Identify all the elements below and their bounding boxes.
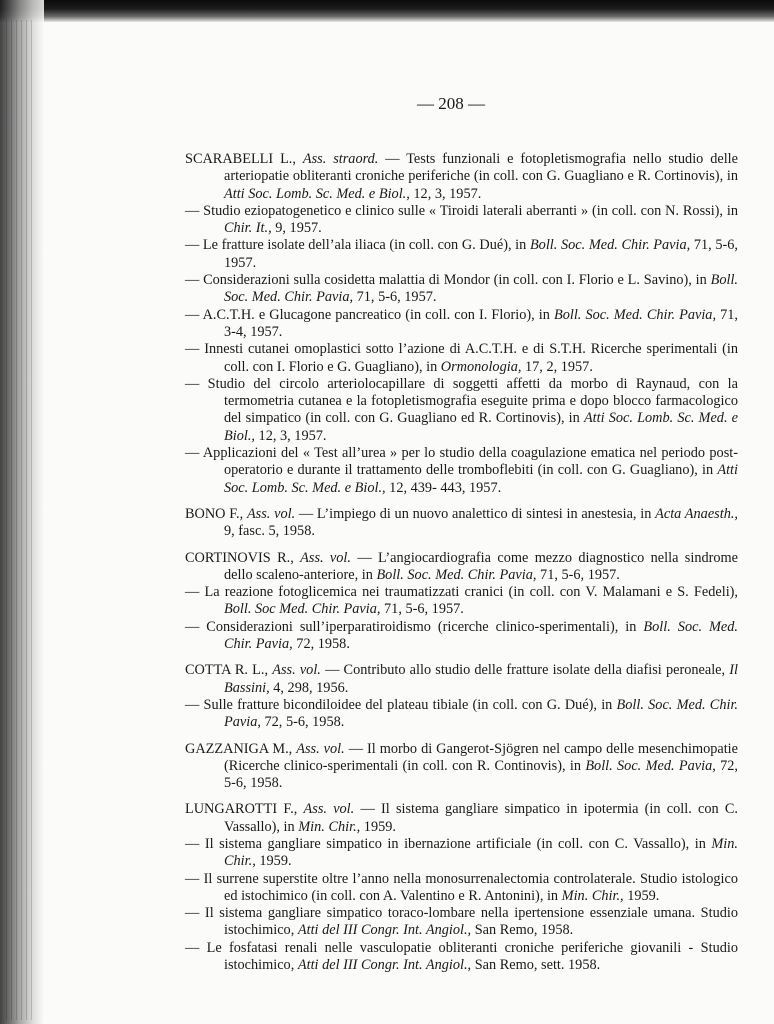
entry-text: 72, 5-6, 1958. xyxy=(224,757,738,792)
entry-text: — Il sistema gangliare simpatico in ipotermia (in coll. con C. Vassallo), in xyxy=(224,801,738,835)
bibliography-entry xyxy=(185,871,738,906)
bibliography-entry xyxy=(185,151,738,203)
scan-binding-texture xyxy=(6,20,36,1020)
journal-title: Boll. Soc. Med. Chir. Pavia, xyxy=(376,566,537,583)
entry-text: — Applicazioni del « Test all’urea » per lo studio della coagulazione ematica nel periodo post-operatorio e durante il trattamento delle tromboflebiti (in coll. con G. Guagliano), in xyxy=(185,445,738,479)
author-group xyxy=(185,550,738,654)
entry-text: 9, 1957. xyxy=(271,220,322,237)
entry-text: 71, 3-4, 1957. xyxy=(224,306,738,340)
journal-title: Atti del III Congr. Int. Angiol., xyxy=(297,922,472,939)
entry-text: — Tests funzionali e fotopletismografia nello studio delle arteriopatie obliteranti croniche periferiche (in coll. con G. Guagliano e R. Cortinovis), in xyxy=(224,151,739,185)
author-group xyxy=(185,151,738,497)
author-group xyxy=(185,741,738,793)
author-group xyxy=(185,801,738,974)
entry-text: — Studio eziopatogenetico e clinico sulle « Tiroidi laterali aberranti » (in coll. con N. Rossi), in xyxy=(185,202,738,219)
entry-text: 12, 3, 1957. xyxy=(254,427,327,444)
entry-text: 9, fasc. 5, 1958. xyxy=(224,523,315,540)
scan-top-edge xyxy=(0,0,774,22)
entry-text: — A.C.T.H. e Glucagone pancreatico (in coll. con I. Florio), in xyxy=(185,306,554,323)
entry-text: CORTINOVIS R., xyxy=(185,549,301,566)
entry-text: 17, 2, 1957. xyxy=(521,358,593,375)
journal-title: Min. Chir., xyxy=(561,887,624,904)
entry-text: 1959. xyxy=(623,887,660,904)
bibliography-entry xyxy=(185,940,738,975)
entry-text: 1959. xyxy=(255,853,292,870)
entry-text: San Remo, sett. 1958. xyxy=(471,957,601,974)
entry-text: — Considerazioni sulla cosidetta malattia di Mondor (in coll. con I. Florio e L. Savino), in xyxy=(185,272,711,289)
bibliography-entry xyxy=(185,801,738,836)
entry-text: — Il surrene superstite oltre l’anno nella monosurrenalectomia controlaterale. Studio istologico ed istochimico (in coll. con A. Valentino e R. Antonini), in xyxy=(185,870,738,904)
entry-text: 72, 5-6, 1958. xyxy=(260,714,345,731)
entry-text: — Contributo allo studio delle fratture isolate della diafisi peroneale, xyxy=(320,662,730,679)
entry-text: — Il sistema gangliare simpatico toraco-lombare nella ipertensione essenziale umana. Studio istochimico, xyxy=(185,905,738,939)
journal-title: Il Bassini, xyxy=(224,662,738,696)
journal-title: Ormonologia, xyxy=(440,358,522,375)
entry-text: BONO F., xyxy=(185,505,247,522)
journal-title: Ass. straord. xyxy=(302,151,379,167)
bibliography-entry xyxy=(185,445,738,497)
entry-text: 12, 3, 1957. xyxy=(409,185,482,202)
journal-title: Ass. vol. xyxy=(303,801,355,818)
bibliography-entry xyxy=(185,307,738,342)
bibliography-entry xyxy=(185,272,738,307)
bibliography-entry xyxy=(185,584,738,619)
entry-text: LUNGAROTTI F., xyxy=(185,801,304,818)
bibliography-entry xyxy=(185,619,738,654)
entry-text: — Studio del circolo arteriolocapillare di soggetti affetti da morbo di Raynaud, con la termometria cutanea e la fotopletismografia eseguite prima e dopo blocco farmacologico del simpatico (in coll. con G. Guagliano ed R. Cortinovis), in xyxy=(185,375,738,427)
entry-text: — Il sistema gangliare simpatico in ibernazione artificiale (in coll. con C. Vassallo), in xyxy=(185,835,712,852)
entry-text: — Sulle fratture bicondiloidee del plateau tibiale (in coll. con G. Dué), in xyxy=(185,696,617,713)
journal-title: Boll. Soc. Med. Pavia, xyxy=(585,757,716,774)
journal-title: Boll. Soc. Med. Chir. Pavia, xyxy=(224,618,738,653)
author-group xyxy=(185,662,738,731)
journal-title: Boll. Soc Med. Chir. Pavia, xyxy=(224,601,381,618)
entry-text: — L’angiocardiografia come mezzo diagnostico nella sindrome dello scaleno-anteriore, in xyxy=(224,549,738,583)
entry-text: — Considerazioni sull’iperparatiroidismo (ricerche clinico-sperimentali), in xyxy=(185,618,644,635)
journal-title: Ass. vol. xyxy=(272,662,321,679)
entry-text: 71, 5-6, 1957. xyxy=(224,237,738,271)
journal-title: Boll. Soc. Med. Chir. Pavia, xyxy=(224,696,738,731)
entry-text: 1959. xyxy=(360,818,396,835)
entry-text: 71, 5-6, 1957. xyxy=(536,566,620,583)
entry-text: — La reazione fotoglicemica nei traumatizzati cranici (in coll. con V. Malamani e S. Fedeli), xyxy=(185,584,738,601)
entry-text: San Remo, 1958. xyxy=(471,922,574,939)
journal-title: Boll. Soc. Med. Chir. Pavia, xyxy=(224,272,738,306)
entry-text: COTTA R. L., xyxy=(185,662,273,679)
bibliography-entry xyxy=(185,905,738,940)
entry-text: — Innesti cutanei omoplastici sotto l’azione di A.C.T.H. e di S.T.H. Ricerche sperimentali (in coll. con I. Florio e G. Guagliano), in xyxy=(185,341,738,375)
bibliography-list xyxy=(185,151,738,983)
journal-title: Boll. Soc. Med. Chir. Pavia, xyxy=(529,237,691,254)
entry-text: — L’impiego di un nuovo analettico di sintesi in anestesia, in xyxy=(295,505,656,522)
page-number: — 208 — xyxy=(417,94,485,113)
journal-title: Acta Anaesth., xyxy=(655,505,738,522)
journal-title: Ass. vol. xyxy=(296,740,345,757)
bibliography-entry xyxy=(185,376,738,445)
journal-title: Atti Soc. Lomb. Sc. Med. e Biol., xyxy=(224,410,739,444)
journal-title: Min. Chir., xyxy=(298,818,361,835)
journal-title: Boll. Soc. Med. Chir. Pavia, xyxy=(553,306,717,323)
bibliography-entry xyxy=(185,203,738,238)
bibliography-entry xyxy=(185,662,738,697)
bibliography-entry xyxy=(185,341,738,376)
journal-title: Atti del III Congr. Int. Angiol., xyxy=(297,957,472,974)
author-group xyxy=(185,506,738,541)
entry-text: GAZZANIGA M., xyxy=(185,740,297,757)
entry-text: — Le fosfatasi renali nelle vasculopatie obliteranti croniche periferiche giovanili - Studio istochimico, xyxy=(185,939,738,974)
entry-text: — Le fratture isolate dell’ala iliaca (in coll. con G. Dué), in xyxy=(185,237,530,254)
entry-text: 71, 5-6, 1957. xyxy=(353,289,437,306)
entry-text: — Il morbo di Gangerot-Sjögren nel campo delle mesenchimopatie (Ricerche clinico-sperimentali (in coll. con R. Continovis), in xyxy=(224,740,738,774)
entry-text: 71, 5-6, 1957. xyxy=(380,601,464,618)
bibliography-entry xyxy=(185,550,738,585)
journal-title: Ass. vol. xyxy=(246,505,296,522)
journal-title: Atti Soc. Lomb. Sc. Med. e Biol., xyxy=(224,185,410,202)
entry-text: 72, 1958. xyxy=(292,636,350,653)
entry-text: 12, 439- 443, 1957. xyxy=(385,479,502,496)
journal-title: Atti Soc. Lomb. Sc. Med. e Biol., xyxy=(224,462,738,496)
journal-title: Chir. It., xyxy=(224,220,272,237)
bibliography-entry xyxy=(185,506,738,541)
journal-title: Min. Chir., xyxy=(224,835,738,870)
bibliography-entry xyxy=(185,237,738,272)
journal-title: Ass. vol. xyxy=(300,549,351,566)
entry-text: 4, 298, 1956. xyxy=(269,679,349,696)
bibliography-entry xyxy=(185,741,738,793)
bibliography-entry xyxy=(185,697,738,732)
bibliography-entry xyxy=(185,836,738,871)
entry-text: SCARABELLI L., xyxy=(185,151,303,167)
